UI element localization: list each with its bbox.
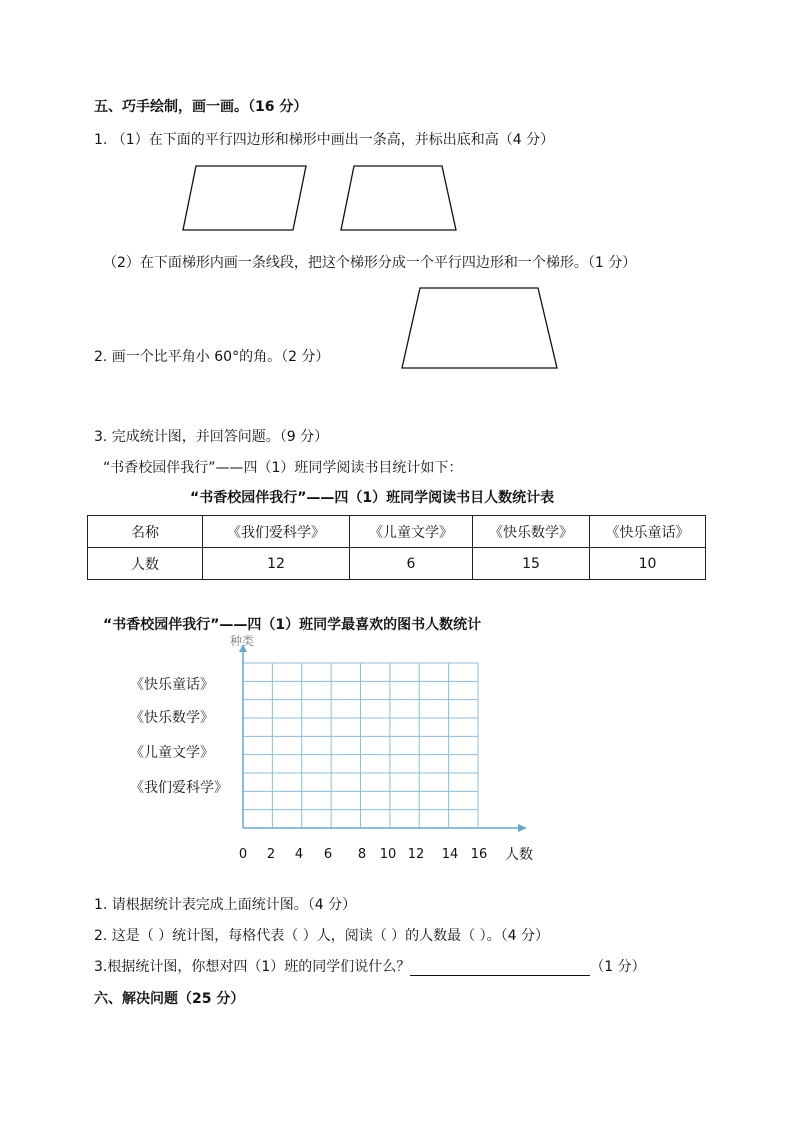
question-1-2: （2）在下面梯形内画一条线段，把这个梯形分成一个平行四边形和一个梯形。（1 分） [103, 255, 637, 271]
section-six-title: 六、解决问题（25 分） [94, 991, 245, 1007]
table-cell: 《快乐童话》 [590, 516, 706, 548]
chart-tick-labels [239, 847, 487, 862]
x-tick-label: 14 [441, 847, 459, 862]
y-axis-label: 种类 [230, 634, 255, 648]
question-2: 2. 画一个比平角小 60°的角。（2 分） [94, 349, 330, 365]
table-cell: 《我们爱科学》 [203, 516, 350, 548]
chart-axes [239, 644, 527, 832]
x-axis-arrow [518, 824, 527, 832]
table-cell: 12 [203, 548, 350, 580]
chart-category-labels [130, 676, 228, 796]
x-tick-label: 4 [294, 847, 304, 862]
table-title: “书香校园伴我行”——四（1）班同学阅读书目人数统计表 [190, 490, 555, 506]
question-3: 3. 完成统计图，并回答问题。（9 分） [94, 429, 329, 445]
chart-question-2: 2. 这是（ ）统计图，每格代表（ ）人，阅读（ ）的人数最（ ）。（4 分） [94, 928, 549, 944]
table-cell: 《快乐数学》 [473, 516, 590, 548]
table-cell: 10 [590, 548, 706, 580]
chart-title: “书香校园伴我行”——四（1）班同学最喜欢的图书人数统计 [103, 617, 482, 633]
x-tick-label: 0 [238, 847, 248, 862]
x-tick-label: 6 [323, 847, 333, 862]
x-tick-label: 12 [407, 847, 425, 862]
chart-question-3-score: （1 分） [590, 959, 646, 975]
chart-grid [243, 663, 478, 828]
chart-question-3-text: 3.根据统计图，你想对四（1）班的同学们说什么？ [94, 959, 411, 975]
category-label: 《儿童文学》 [130, 745, 214, 761]
category-label: 《我们爱科学》 [130, 780, 228, 796]
category-label: 《快乐童话》 [130, 677, 214, 693]
question-1-1: 1. （1）在下面的平行四边形和梯形中画出一条高，并标出底和高（4 分） [94, 132, 555, 148]
table-intro: “书香校园伴我行”——四（1）班同学阅读书目统计如下： [103, 460, 463, 476]
section-five-title: 五、巧手绘制，画一画。（16 分） [94, 99, 308, 115]
table-cell: 《儿童文学》 [350, 516, 473, 548]
category-label: 《快乐数学》 [130, 710, 214, 726]
table-cell: 名称 [88, 516, 203, 548]
x-tick-label: 8 [357, 847, 367, 862]
table-cell: 6 [350, 548, 473, 580]
x-tick-label: 2 [266, 847, 276, 862]
answer-blank-line[interactable] [410, 961, 590, 976]
chart-question-3 [94, 956, 646, 976]
table-cell: 人数 [88, 548, 203, 580]
x-tick-label: 16 [470, 847, 488, 862]
table-cell: 15 [473, 548, 590, 580]
x-axis-label: 人数 [505, 847, 533, 863]
x-tick-label: 10 [379, 847, 397, 862]
chart-question-1: 1. 请根据统计表完成上面统计图。（4 分） [94, 897, 357, 913]
